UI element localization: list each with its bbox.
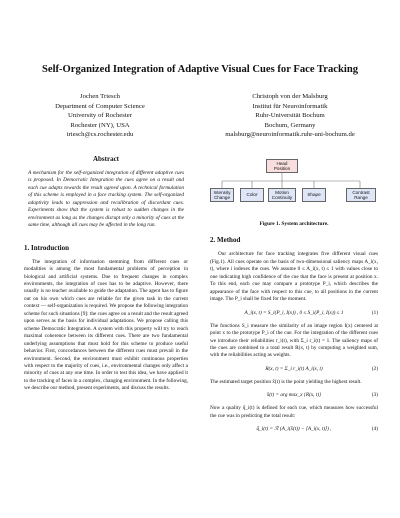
equation-1: A_i(x, t) = S_i(P_i, I(x)) , 0 ≤ S_i(P_i, I(x)) ≤ 1 (1) xyxy=(244,309,378,316)
figure-caption: Figure 1. System architecture. xyxy=(259,221,329,227)
head-position-box: Head Position xyxy=(266,159,298,173)
author-affiliation: University of Rochester xyxy=(68,112,132,120)
author-block-2 xyxy=(190,92,390,140)
cue-box-intensity-change: Intensity Change xyxy=(210,188,234,202)
equation-3: x̂(t) = arg max_x {R(x, t)} (3) xyxy=(266,392,378,399)
section-1-heading: 1. Introduction xyxy=(24,243,69,252)
cue-box-contrast-range: Contrast Range xyxy=(346,188,376,202)
author-location: Bochum, Germany xyxy=(264,121,316,129)
author-email: malsburg@neuroinformatik.ruhr-uni-bochum.de xyxy=(225,131,355,139)
section-2-paragraph-3: The estimated target position x̂(t) is the point yielding the highest result. xyxy=(210,378,362,385)
author-affiliation: Department of Computer Science xyxy=(55,102,145,110)
section-2-paragraph-2: The functions S_i measure the similarity of an image region I(x) centered at point x to the prototype P_i of the cue. For the integration of the different cues we introduce their reliabilities r_i(t), with Σ_i r_i(t) = 1. The saliency maps of the cues are combined to a total result R(x, t) by computing a weighted sum, with the reliabilities acting as weights. xyxy=(210,322,378,359)
right-column xyxy=(210,155,378,439)
abstract-text: A mechanism for the self-organized integration of different adaptive cues is proposed. In Democratic Integration the cues agree on a result and each cue adapts towards the result agreed upon. A technical formulation of this scheme is employed in a face tracking system. The self-organized adaptivity leads to suppression and recalibration of discordant cues. Experiments show that the system is robust to sudden changes in the environment as long as the changes disrupt only a minority of cues at the same time, although all cues may be affected in the long run. xyxy=(28,170,184,229)
author-email: triesch@cs.rochester.edu xyxy=(66,131,134,139)
author-name: Jochen Triesch xyxy=(80,93,120,100)
author-block-1 xyxy=(20,92,180,140)
cue-box-color: Color xyxy=(240,188,264,202)
author-affiliation: Ruhr-Universität Bochum xyxy=(255,112,325,120)
section-2-paragraph-4: Now a quality q̃_i(t) is defined for each cue, which measures how successful the cue was in predicting the total result: xyxy=(210,405,378,419)
cue-box-shape: Shape xyxy=(302,188,326,202)
section-2-heading: 2. Method xyxy=(210,236,241,245)
equation-number: (2) xyxy=(371,365,378,372)
section-1-paragraph: The integration of information stemming from different cues or modalities is among the most fundamental problems of perception in biological and artificial systems. Due to frequent changes in complex environments, the integration of cues has to be adaptive. However, there usually is no teacher available to guide the adaptation. The agent has to figure out on his own which cues are reliable for the given task in the current context — self-organization is required. We propose the following integration scheme for such situations [9]: the cues agree on a result and the result agreed upon serves as the basis for individual adaptations. We propose calling this scheme Democratic Integration. A system with this property will try to reach maximal coherence between its different cues. There are two fundamental underlying assumptions that must hold for this scheme to produce useful behavior. First, concordances between the different cues must prevail in the environment. Second, the environment must exhibit continuous properties with respect to the majority of cues, i.e., environmental changes only affect a minority of cues at any one time. In order to test this idea, we have applied it to the tracking of faces in a complex, changing environment. In the following, we describe our method, present experiments, and discuss the results. xyxy=(24,258,189,392)
equation-number: (1) xyxy=(371,309,378,316)
left-column xyxy=(24,155,188,393)
architecture-figure xyxy=(210,155,378,217)
figure-connectors xyxy=(210,155,378,217)
author-location: Rochester (NY), USA xyxy=(70,121,130,129)
equation-2: R(x, t) = Σ_i r_i(t) A_i(x, t) (2) xyxy=(265,365,378,372)
equation-number: (4) xyxy=(371,426,378,433)
cue-box-motion-continuity: Motion Continuity xyxy=(268,188,296,202)
equation-number: (3) xyxy=(371,392,378,399)
paper-title: Self-Organized Integration of Adaptive Visual Cues for Face Tracking xyxy=(41,64,359,75)
section-2-paragraph-1: Our architecture for face tracking integrates five different visual cues (Fig.1). All cues operate on the basis of two-dimensional saliency maps A_i(x, t), where i indexes the cues. We assume 0 ≤ A_i(x, t) ≤ 1 with values close to one indicating high confidence of the cue that the face is present at position x. To this end, each cue may compare a prototype P_i, which describes the appearance of the face with respect to this cue, to all positions in the current image. The P_i shall be fixed for the moment. xyxy=(210,251,378,303)
author-affiliation: Institut für Neuroinformatik xyxy=(252,102,328,110)
abstract-heading: Abstract xyxy=(92,155,120,163)
equation-4: q̃_i(t) = ℛ (A_i(x̂(t)) − ⟨A_i(x, t)⟩) , (4) xyxy=(256,426,378,433)
author-name: Christoph von der Malsburg xyxy=(252,93,328,100)
